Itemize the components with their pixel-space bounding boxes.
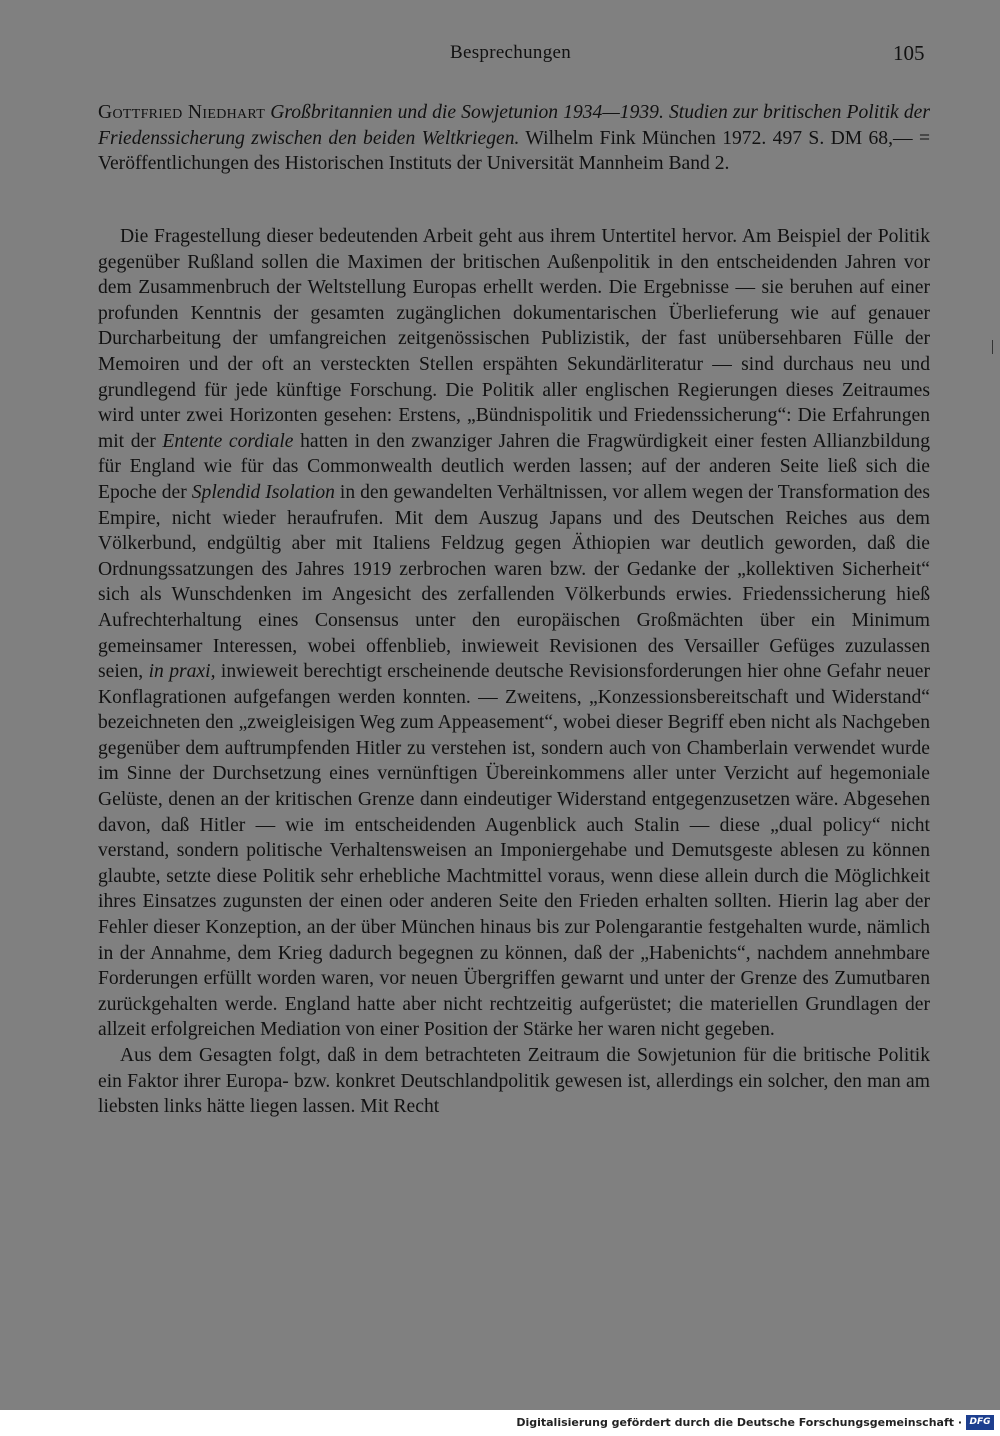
reference-author: Gottfried Niedhart bbox=[98, 102, 266, 123]
scan-margin-mark bbox=[992, 340, 993, 354]
p1-italic-entente: Entente cordiale bbox=[162, 430, 294, 452]
bibliographic-reference bbox=[98, 100, 930, 177]
p1-italic-splendid: Splendid Isolation bbox=[191, 481, 335, 503]
p1-part-d: inwieweit berechtigt erscheinende deutsche Revisionsforderungen hier ohne Gefahr neuer Konflagrationen aufgefangen werden konnten. — Zweitens, „Konzessionsbereitschaft und Widerstand“ bezeichneten den „zweigleisigen Weg zum Appeasement“, wobei dieser Begriff eben nicht als Nachgeben gegenüber dem auftrumpfenden Hitler zu verstehen ist, sondern auch von Chamberlain verwendet wurde im Sinne der Durchsetzung eines vernünftigen Übereinkommens aller unter Verzicht auf hegemoniale Gelüste, denen an der kritischen Grenze dann eindeutiger Widerstand entgegenzusetzen wäre. Abgesehen davon, daß Hitler — wie im entscheidenden Augenblick auch Stalin — diese „dual policy“ nicht verstand, sondern politische Verhaltensweisen an Imponiergehabe und Demutsgeste ablesen zu können glaubte, setzte diese Politik sehr erhebliche Machtmittel voraus, wenn diese allein durch die Möglichkeit ihres Einsatzes zugunsten der einen oder anderen Seite den Frieden erhalten sollten. Hierin lag aber der Fehler dieser Konzeption, an der über München hinaus bis zur Polengarantie festgehalten wurde, nämlich in der Annahme, dem Krieg dadurch begegnen zu können, daß der „Habenichts“, nachdem annehmbare Forderungen erfüllt worden waren, vor neuen Übergriffen gewarnt und unter der Grenze des Zumutbaren zurückgehalten werde. England hatte aber nicht rechtzeitig aufgerüstet; die materiellen Grundlagen der allzeit erfolgreichen Mediation von einer Position der Stärke her waren nicht gegeben. bbox=[98, 661, 930, 1041]
paragraph-1 bbox=[98, 224, 930, 1043]
footer-credit: Digitalisierung gefördert durch die Deutsche Forschungsgemeinschaft · bbox=[516, 1416, 962, 1429]
review-body bbox=[98, 224, 930, 1120]
p1-part-b: hatten in den zwanziger Jahren die Fragwürdigkeit einer festen Allianzbildung für England wie für das Commonwealth deutlich werden lassen; auf der anderen Seite ließ sich die Epoche der bbox=[98, 430, 930, 503]
paragraph-2: Aus dem Gesagten folgt, daß in dem betrachteten Zeitraum die Sowjetunion für die britische Politik ein Faktor ihrer Europa- bzw. konkret Deutschlandpolitik gewesen ist, allerdings ein solcher, den man am liebsten links hätte liegen lassen. Mit Recht bbox=[98, 1045, 930, 1118]
reference-title: Großbritannien und die Sowjetunion 1934—1939. Studien zur britischen Politik der Friedenssicherung zwischen den beiden Weltkriegen. bbox=[98, 102, 930, 149]
p1-italic-inpraxi: in praxi, bbox=[148, 661, 216, 683]
digitization-footer bbox=[0, 1410, 1000, 1436]
reference-publication: Wilhelm Fink München 1972. 497 S. DM 68,— = Veröffentlichungen des Historischen Instituts der Universität Mannheim Band 2. bbox=[98, 127, 931, 175]
p1-part-a: Die Fragestellung dieser bedeutenden Arbeit geht aus ihrem Untertitel hervor. Am Beispiel der Politik gegenüber Rußland sollen die Maximen der britischen Außenpolitik in den entscheidenden Jahren vor dem Zusammenbruch der Weltstellung Europas erhellt werden. Die Ergebnisse — sie beruhen auf einer profunden Kenntnis der gesamten zugänglichen dokumentarischen Überlieferung wie auf genauer Durcharbeitung der umfangreichen zeitgenössischen Publizistik, der fast unübersehbaren Fülle der Memoiren und der oft an versteckten Stellen erspähten Sekundärliteratur — sind durchaus neu und grundlegend für jede künftige Forschung. Die Politik aller englischen Regierungen dieses Zeitraumes wird unter zwei Horizonten gesehen: Erstens, „Bündnispolitik und Friedenssicherung“: Die Erfahrungen mit der bbox=[98, 226, 930, 452]
dfg-logo-icon: DFG bbox=[966, 1415, 994, 1430]
p1-part-c: in den gewandelten Verhältnissen, vor allem wegen der Transformation des Empire, nicht wieder heraufrufen. Mit dem Auszug Japans und des Deutschen Reiches aus dem Völkerbund, endgültig aber mit Italiens Feldzug gegen Äthiopien war deutlich geworden, daß die Ordnungssatzungen des Jahres 1919 zerbrochen waren bzw. der Gedanke der „kollektiven Sicherheit“ sich als Wunschdenken im Angesicht des zerfallenden Völkerbunds erwies. Friedenssicherung hieß Aufrechterhaltung eines Consensus unter den europäischen Großmächten über ein Minimum gemeinsamer Interessen, wobei offenblieb, inwieweit Revisionen des Versailler Gefüges zuzulassen seien, bbox=[98, 481, 930, 683]
running-head bbox=[0, 42, 1000, 70]
page-number: 105 bbox=[893, 41, 925, 65]
running-title: Besprechungen bbox=[450, 42, 572, 63]
